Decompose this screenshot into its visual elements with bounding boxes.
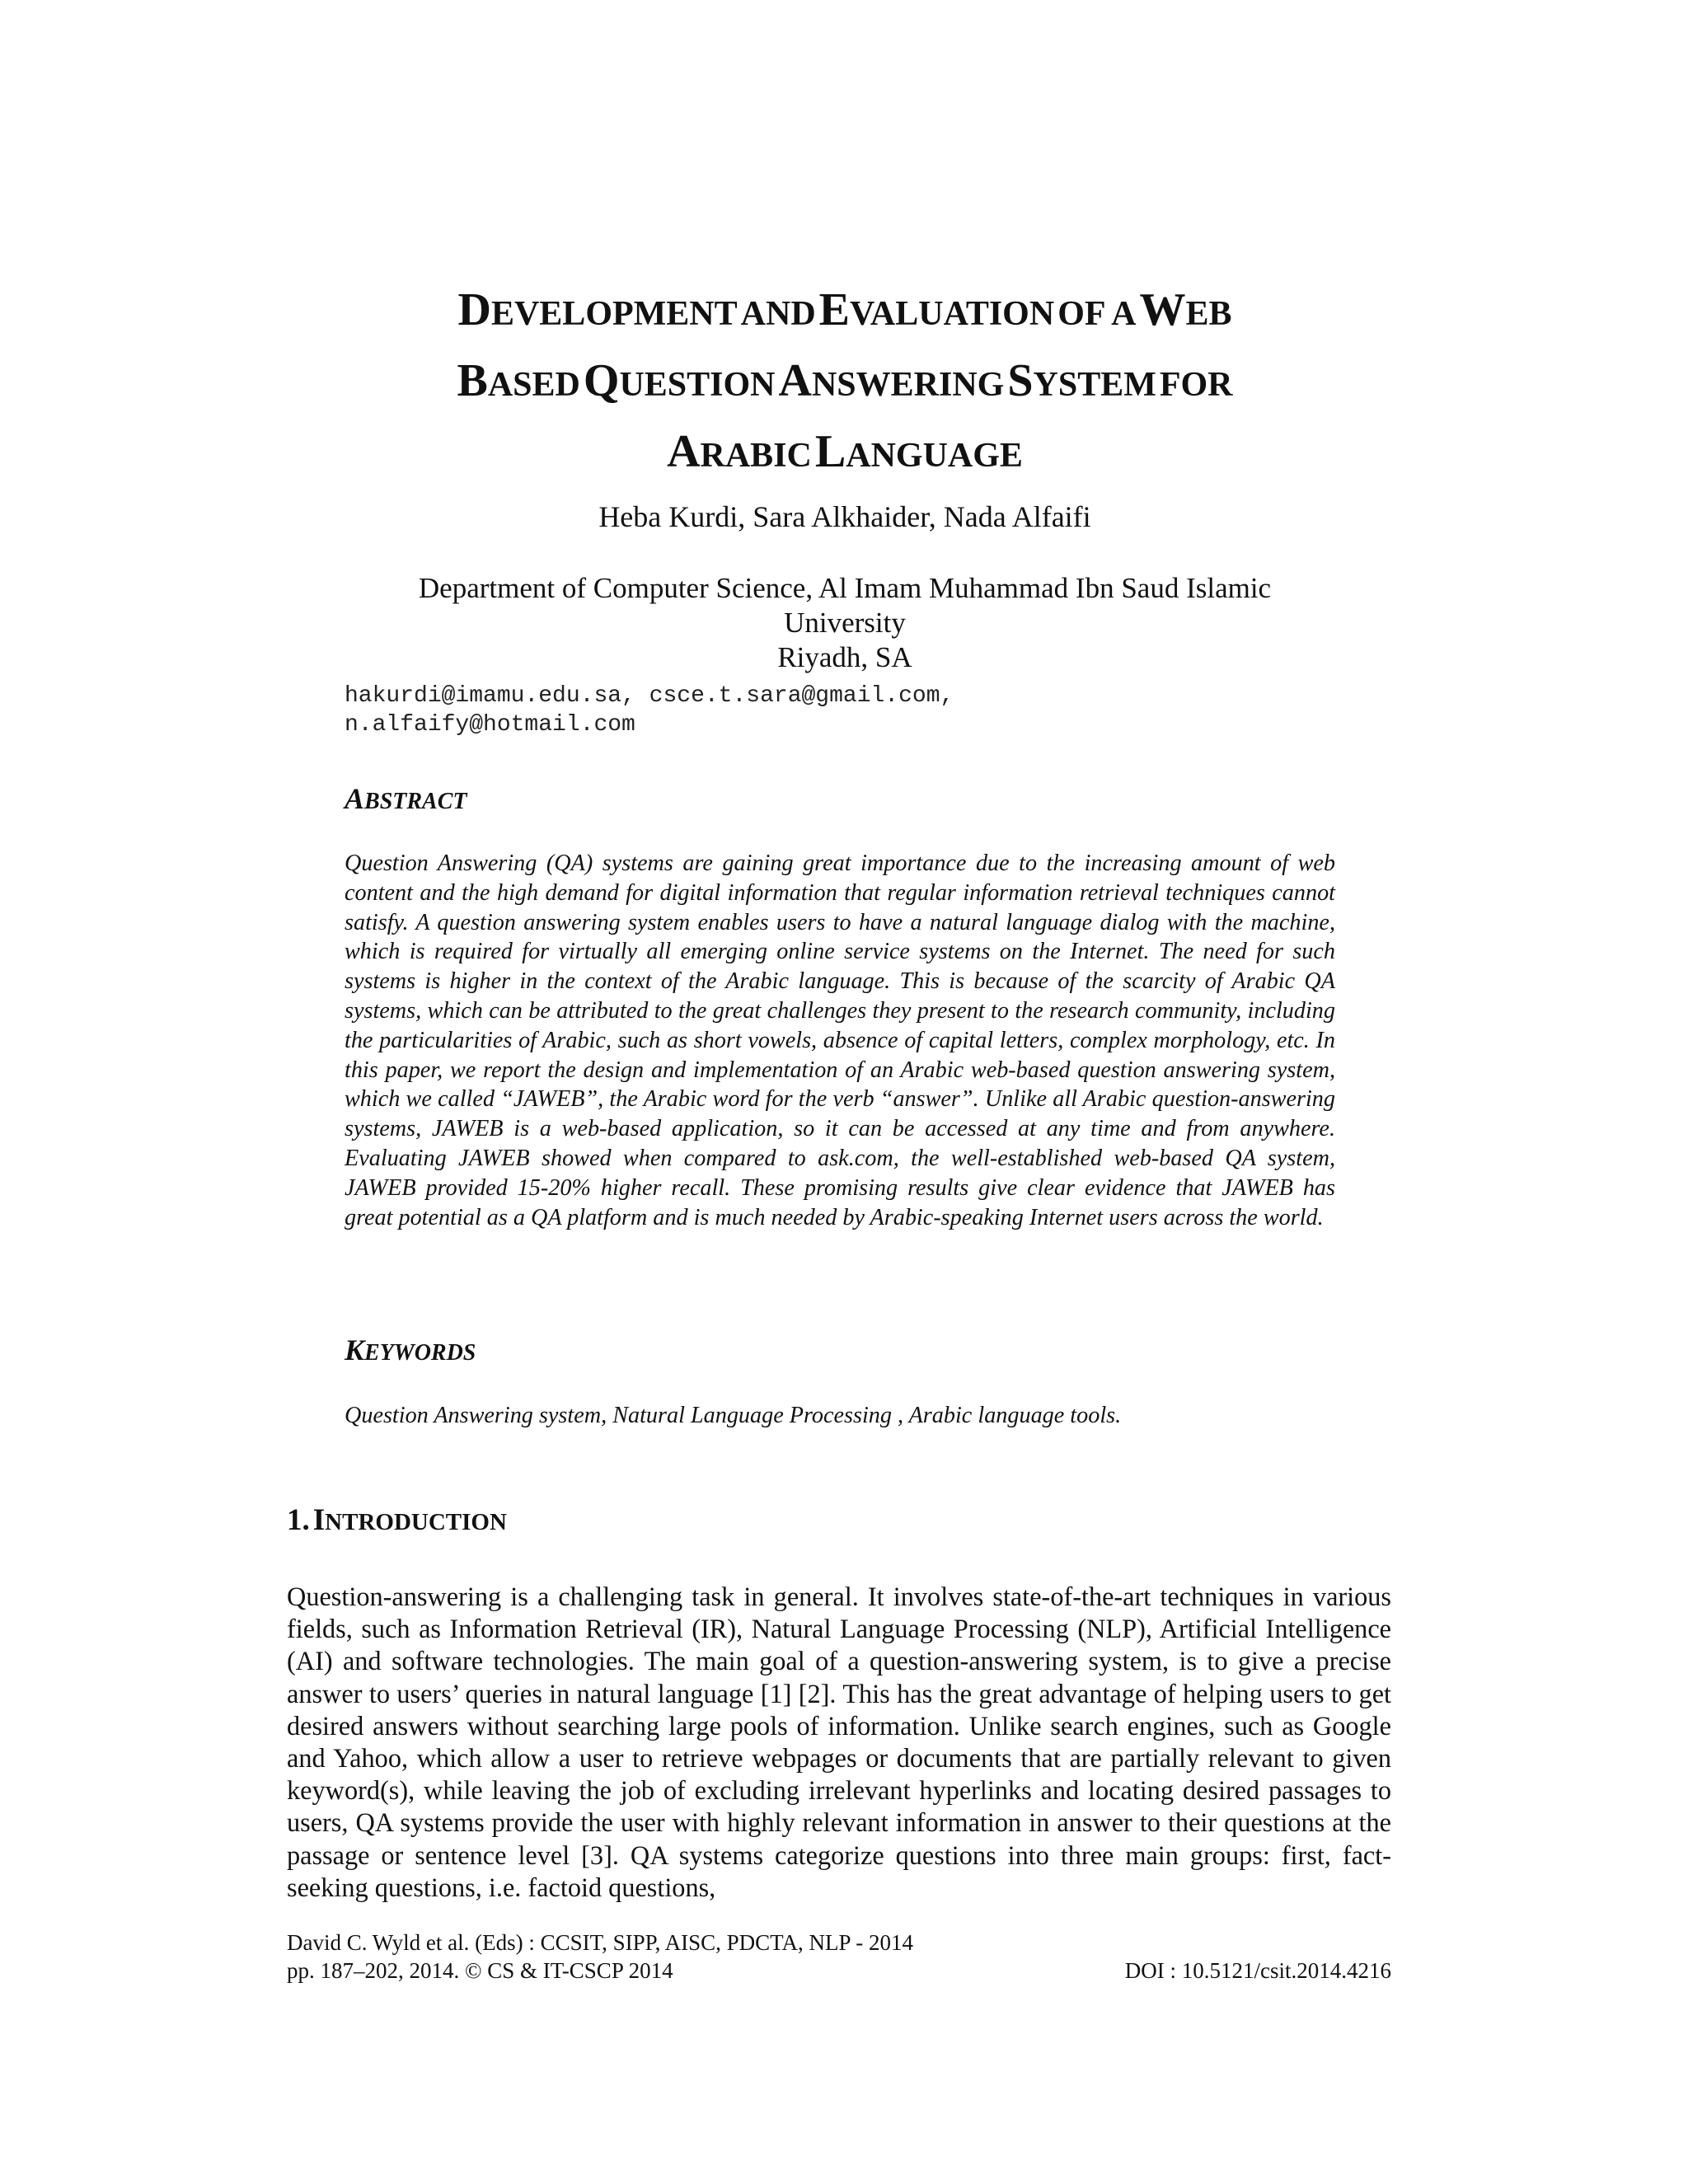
heading-text: BSTRACT — [364, 789, 467, 814]
affiliation — [288, 571, 1401, 675]
affiliation-line: University — [784, 607, 906, 639]
title-line-2 — [288, 351, 1401, 422]
heading-text: NTRODUCTION — [325, 1509, 507, 1535]
author-list: Heba Kurdi, Sara Alkhaider, Nada Alfaifi — [598, 500, 1091, 533]
heading-text: EYWORDS — [364, 1340, 476, 1366]
abstract-body: Question Answering (QA) systems are gaining great importance due to the increasing amount of web content and the high demand for digital information that regular information retrieval techniques cannot satisfy. A question answering system enables users to have a natural language dialog with the machine, which is required for virtually all emerging online service systems on the Internet. The need for such systems is higher in the context of the Arabic language. This is because of the scarcity of Arabic QA systems, which can be attributed to the great challenges they present to the research community, including the particularities of Arabic, such as short vowels, absence of capital letters, complex morphology, etc. In this paper, we report the design and implementation of an Arabic web-based question answering system, which we called “JAWEB”, the Arabic word for the verb “answer”. Unlike all Arabic question-answering systems, JAWEB is a web-based application, so it can be accessed at any time and from anywhere. Evaluating JAWEB showed when compared to ask.com, the well-established web-based QA system, JAWEB provided 15-20% higher recall. These promising results give clear evidence that JAWEB has great potential as a QA platform and is much needed by Arabic-speaking Internet users across the world. — [345, 851, 1335, 1230]
title-line-1 — [288, 280, 1401, 351]
title-text: EVELOPMENT — [490, 295, 738, 333]
title-text: EB — [1185, 295, 1232, 333]
keywords-heading — [345, 1333, 476, 1367]
footer-doi: DOI : 10.5121/csit.2014.4216 — [1124, 1958, 1391, 1983]
footer-row — [287, 1957, 1391, 1985]
title-text: FOR — [1159, 366, 1233, 404]
title-text: E — [818, 284, 851, 335]
page-footer — [287, 1929, 1391, 1985]
title-text: D — [457, 284, 491, 335]
title-text: NSWERING — [811, 366, 1005, 404]
title-text: VALUATION — [850, 295, 1055, 333]
title-text: UESTION — [619, 366, 776, 404]
heading-text: A — [345, 782, 365, 815]
title-text: ANGUAGE — [846, 437, 1023, 475]
section-number: 1. — [287, 1503, 310, 1537]
title-text: S — [1007, 355, 1034, 406]
title-text: YSTEM — [1033, 366, 1156, 404]
footer-proceedings: David C. Wyld et al. (Eds) : CCSIT, SIPP, AISC, PDCTA, NLP - 2014 — [287, 1930, 914, 1955]
title-text: ASED — [487, 366, 580, 404]
title-text: W — [1139, 284, 1186, 335]
title-text: B — [457, 355, 488, 406]
author-emails — [345, 682, 1416, 739]
title-text: Q — [583, 355, 620, 406]
title-text: L — [814, 426, 846, 477]
abstract-heading — [345, 781, 467, 816]
introduction-heading — [287, 1502, 507, 1538]
title-line-3 — [288, 422, 1401, 493]
affiliation-line: Riyadh, SA — [777, 641, 912, 673]
introduction-body: Question-answering is a challenging task in general. It involves state-of-the-art techniques in various fields, such as Information Retrieval (IR), Natural Language Processing (NLP), Artificial Intelligence (AI) and software technologies. The main goal of a question-answering system, is to give a precise answer to users’ queries in natural language [1] [2]. This has the great advantage of helping users to get desired answers without searching large pools of information. Unlike search engines, such as Google and Yahoo, which allow a user to retrieve webpages or documents that are partially relevant to given keyword(s), while leaving the job of excluding irrelevant hyperlinks and locating desired passages to users, QA systems provide the user with highly relevant information in answer to their questions at the passage or sentence level [3]. QA systems categorize questions into three main groups: first, fact-seeking questions, i.e. factoid questions, — [287, 1582, 1391, 1902]
title-text: AND — [740, 295, 816, 333]
heading-text: K — [345, 1333, 365, 1366]
heading-text: I — [312, 1503, 326, 1537]
affiliation-line: Department of Computer Science, Al Imam Muhammad Ibn Saud Islamic — [418, 572, 1272, 604]
paper-title — [288, 280, 1401, 493]
email-line: hakurdi@imamu.edu.sa, csce.t.sara@gmail.com, — [345, 683, 954, 709]
footer-pages: pp. 187–202, 2014. © CS & IT-CSCP 2014 — [287, 1958, 673, 1983]
keywords-body: Question Answering system, Natural Language Processing , Arabic language tools. — [345, 1403, 1122, 1428]
title-text: A — [667, 426, 701, 477]
email-line: n.alfaify@hotmail.com — [345, 712, 635, 738]
title-text: A — [778, 355, 812, 406]
title-text: RABIC — [700, 437, 812, 475]
title-text: OF A — [1057, 295, 1137, 333]
